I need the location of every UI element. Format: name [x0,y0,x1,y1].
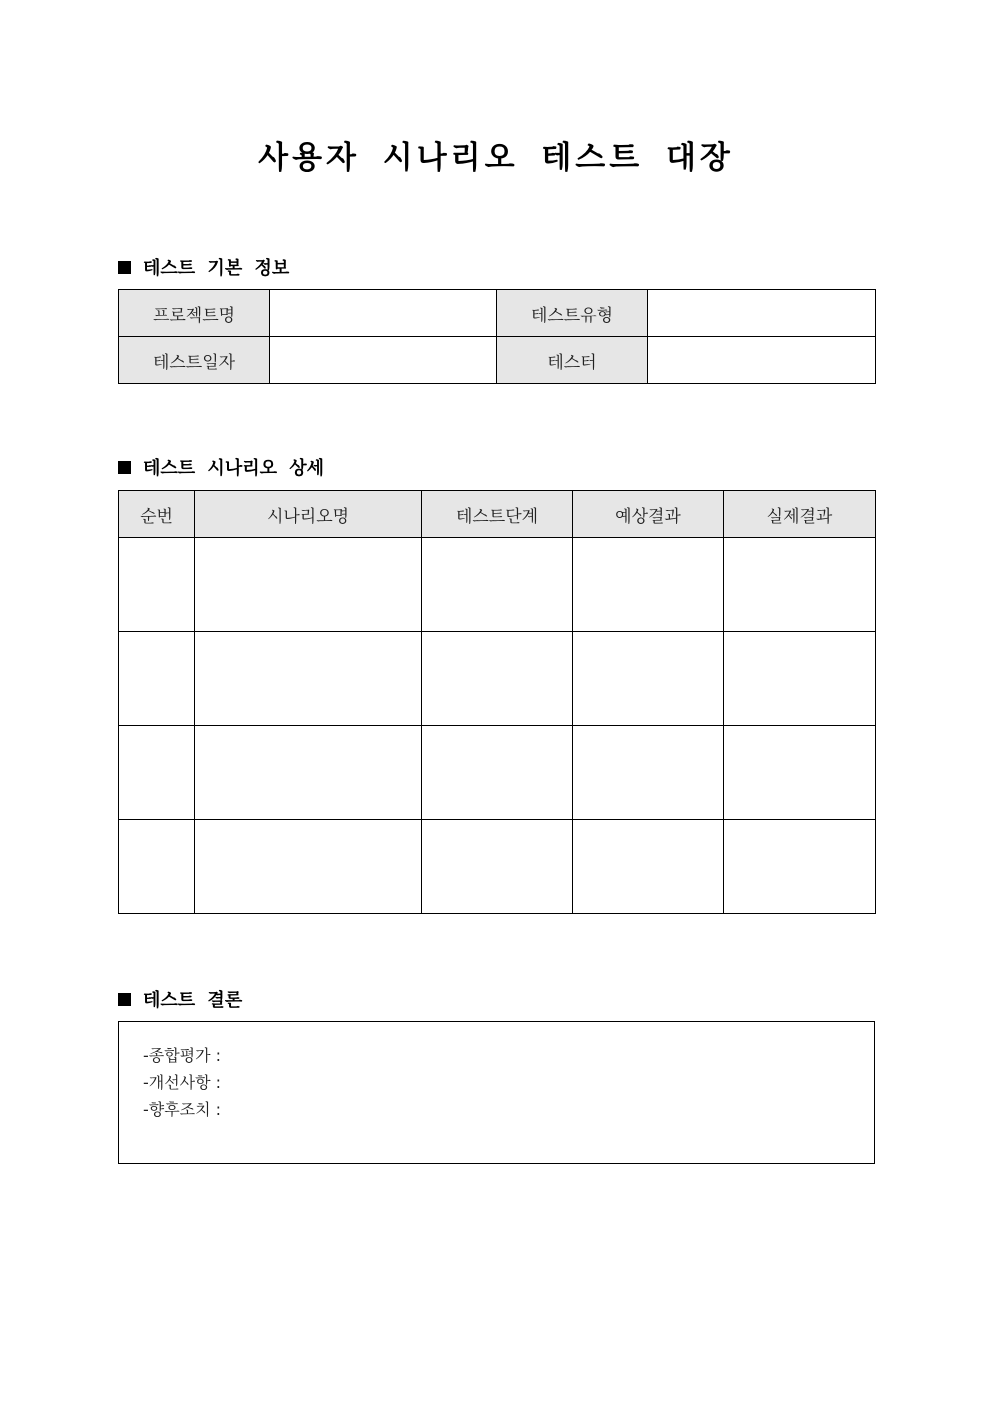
test-step-cell[interactable] [422,726,573,820]
actual-result-cell[interactable] [724,726,876,820]
expected-result-cell[interactable] [573,820,724,914]
scenario-name-cell[interactable] [195,632,422,726]
test-type-label: 테스트유형 [497,290,648,337]
test-type-value[interactable] [648,290,876,337]
table-row [119,820,876,914]
table-row [119,538,876,632]
actual-result-cell[interactable] [724,820,876,914]
basic-info-table [118,289,876,384]
seq-cell[interactable] [119,820,195,914]
conclusion-box[interactable] [118,1021,875,1164]
scenario-name-cell[interactable] [195,726,422,820]
test-step-cell[interactable] [422,632,573,726]
tester-value[interactable] [648,337,876,384]
scenario-name-cell[interactable] [195,820,422,914]
follow-up-line: -향후조치 : [143,1100,222,1119]
test-step-cell[interactable] [422,820,573,914]
section-basic-info-label: 테스트 기본 정보 [143,258,290,279]
expected-result-cell[interactable] [573,726,724,820]
actual-result-cell[interactable] [724,632,876,726]
square-bullet-icon [118,261,131,274]
seq-cell[interactable] [119,632,195,726]
section-scenario-detail [118,454,324,480]
header-actual-result: 실제결과 [724,491,876,538]
tester-label: 테스터 [497,337,648,384]
section-basic-info [118,254,289,280]
project-name-value[interactable] [270,290,497,337]
scenario-detail-table [118,490,876,914]
section-conclusion-label: 테스트 결론 [143,990,243,1011]
square-bullet-icon [118,461,131,474]
table-row [119,726,876,820]
seq-cell[interactable] [119,726,195,820]
test-step-cell[interactable] [422,538,573,632]
section-conclusion [118,986,242,1012]
header-test-step: 테스트단계 [422,491,573,538]
overall-evaluation-line: -종합평가 : [143,1046,222,1065]
square-bullet-icon [118,993,131,1006]
header-scenario-name: 시나리오명 [195,491,422,538]
expected-result-cell[interactable] [573,632,724,726]
actual-result-cell[interactable] [724,538,876,632]
scenario-name-cell[interactable] [195,538,422,632]
improvements-line: -개선사항 : [143,1073,222,1092]
project-name-label: 프로젝트명 [119,290,270,337]
table-row [119,632,876,726]
section-scenario-detail-label: 테스트 시나리오 상세 [143,458,325,479]
test-date-label: 테스트일자 [119,337,270,384]
page-title: 사용자 시나리오 테스트 대장 [258,140,734,176]
header-expected-result: 예상결과 [573,491,724,538]
seq-cell[interactable] [119,538,195,632]
header-seq: 순번 [119,491,195,538]
test-date-value[interactable] [270,337,497,384]
expected-result-cell[interactable] [573,538,724,632]
